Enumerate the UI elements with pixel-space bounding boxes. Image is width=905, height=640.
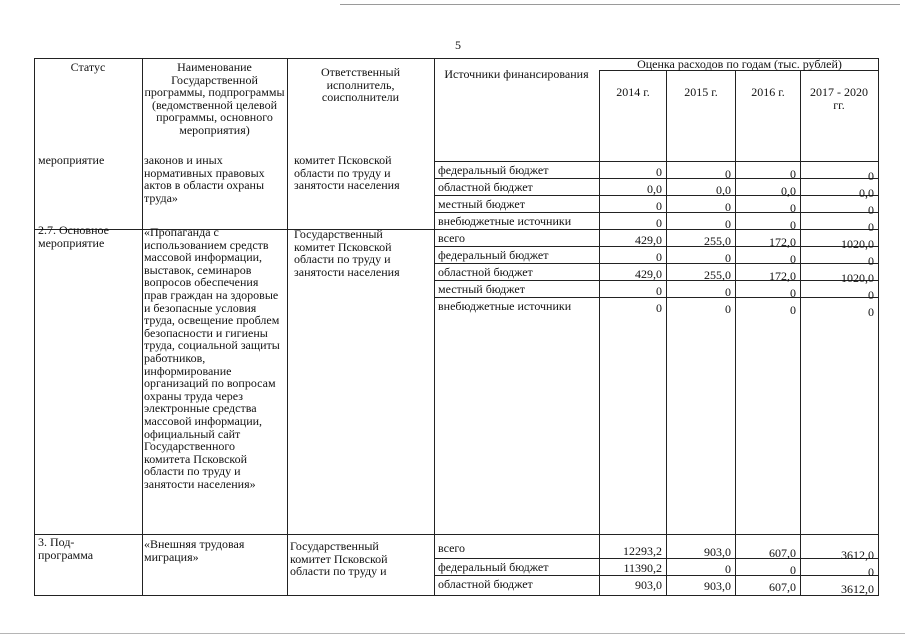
block1-row-source: внебюджетные источники <box>438 214 572 228</box>
header-year-2016: 2016 г. <box>751 85 785 99</box>
block1-value: 0 <box>656 165 662 179</box>
block2-status: 2.7. Основное мероприятие <box>38 223 109 250</box>
block3-row-source: областной бюджет <box>438 577 533 591</box>
block3-value: 903,0 <box>704 579 731 593</box>
block2-responsible: Государственный комитет Псковской области по труду и занятости населения <box>294 227 400 279</box>
block2-value: 1020,0 <box>841 237 874 251</box>
header-year-2017-2020: 2017 - 2020 гг. <box>810 85 868 112</box>
block1-value: 0 <box>790 218 796 232</box>
block3-value: 3612,0 <box>841 548 874 562</box>
block2-value: 0 <box>725 302 731 316</box>
block3-name: «Внешняя трудовая миграция» <box>144 537 245 564</box>
block1-status: мероприятие <box>38 153 105 167</box>
block1-responsible: комитет Псковской области по труду и занятости населения <box>294 153 400 193</box>
block2-value: 429,0 <box>635 267 662 281</box>
block2-row-source: областной бюджет <box>438 265 533 279</box>
header-year-2014: 2014 г. <box>616 85 650 99</box>
block1-value: 0 <box>725 200 731 214</box>
block3-value: 607,0 <box>769 546 796 560</box>
header-responsible: Ответственный исполнитель, соисполнители <box>320 65 401 105</box>
block2-value: 255,0 <box>704 234 731 248</box>
block3-value: 0 <box>868 565 874 579</box>
block3-value: 607,0 <box>769 580 796 594</box>
block2-value: 0 <box>790 252 796 266</box>
block1-row-source: местный бюджет <box>438 197 525 211</box>
block1-value: 0,0 <box>647 182 662 196</box>
block3-value: 12293,2 <box>623 544 662 558</box>
block2-value: 172,0 <box>769 269 796 283</box>
block2-value: 0 <box>790 303 796 317</box>
header-year-2015: 2015 г. <box>684 85 718 99</box>
block1-value: 0 <box>656 216 662 230</box>
block1-row-source: федеральный бюджет <box>438 163 549 177</box>
block2-value: 0 <box>656 284 662 298</box>
block2-value: 255,0 <box>704 268 731 282</box>
block1-value: 0,0 <box>716 183 731 197</box>
header-sources: Источники финансирования <box>444 67 589 81</box>
header-estimate: Оценка расходов по годам (тыс. рублей) <box>637 57 842 71</box>
block2-row-source: федеральный бюджет <box>438 248 549 262</box>
block1-value: 0,0 <box>781 184 796 198</box>
block1-value: 0 <box>656 199 662 213</box>
block3-row-source: федеральный бюджет <box>438 560 549 574</box>
block1-row-source: областной бюджет <box>438 180 533 194</box>
block2-value: 429,0 <box>635 233 662 247</box>
budget-table <box>34 58 879 596</box>
block2-value: 0 <box>656 301 662 315</box>
block1-value: 0 <box>790 167 796 181</box>
block1-value: 0 <box>868 220 874 234</box>
block2-value: 0 <box>656 250 662 264</box>
block3-value: 11390,2 <box>623 561 662 575</box>
block1-value: 0 <box>868 169 874 183</box>
block2-value: 0 <box>790 286 796 300</box>
block2-row-source: местный бюджет <box>438 282 525 296</box>
block2-value: 0 <box>868 254 874 268</box>
block3-status: 3. Под-программа <box>38 535 94 562</box>
header-name: Наименование Государственной программы, подпрограммы (ведомственной целевой программы, основного мероприятия) <box>144 60 285 137</box>
block1-value: 0 <box>725 217 731 231</box>
page-number: 5 <box>455 38 461 52</box>
block3-value: 903,0 <box>704 545 731 559</box>
block2-row-source: всего <box>438 231 466 245</box>
block2-value: 0 <box>725 251 731 265</box>
block2-name: «Пропаганда с использованием средств массовой информации, выставок, семинаров вопросов обеспечения прав граждан на здоровые и безопасные условия труда, освещение проблем безопасности и гигиены труда, социальной защиты работников, информирование организаций по вопросам охраны труда через электронные средства массовой информации, официальный сайт Государственного комитета Псковской области по труду и занятости населения» <box>144 225 280 491</box>
block2-value: 172,0 <box>769 235 796 249</box>
block3-row-source: всего <box>438 541 466 555</box>
block1-value: 0 <box>790 201 796 215</box>
block3-responsible: Государственный комитет Псковской области по труду и <box>290 539 388 579</box>
block2-value: 1020,0 <box>841 271 874 285</box>
block3-value: 0 <box>790 563 796 577</box>
block1-value: 0 <box>868 203 874 217</box>
block1-value: 0,0 <box>859 186 874 200</box>
block2-value: 0 <box>725 285 731 299</box>
block3-value: 3612,0 <box>841 582 874 596</box>
block1-value: 0 <box>725 167 731 181</box>
block3-value: 903,0 <box>635 578 662 592</box>
header-status: Статус <box>70 60 106 74</box>
block2-value: 0 <box>868 288 874 302</box>
block3-value: 0 <box>725 562 731 576</box>
block1-name: законов и иных нормативных правовых актов в области охраны труда» <box>144 153 265 205</box>
scan-edge-top <box>340 4 900 5</box>
block2-row-source: внебюджетные источники <box>438 299 572 313</box>
scan-edge-bottom <box>0 633 905 634</box>
block2-value: 0 <box>868 305 874 319</box>
